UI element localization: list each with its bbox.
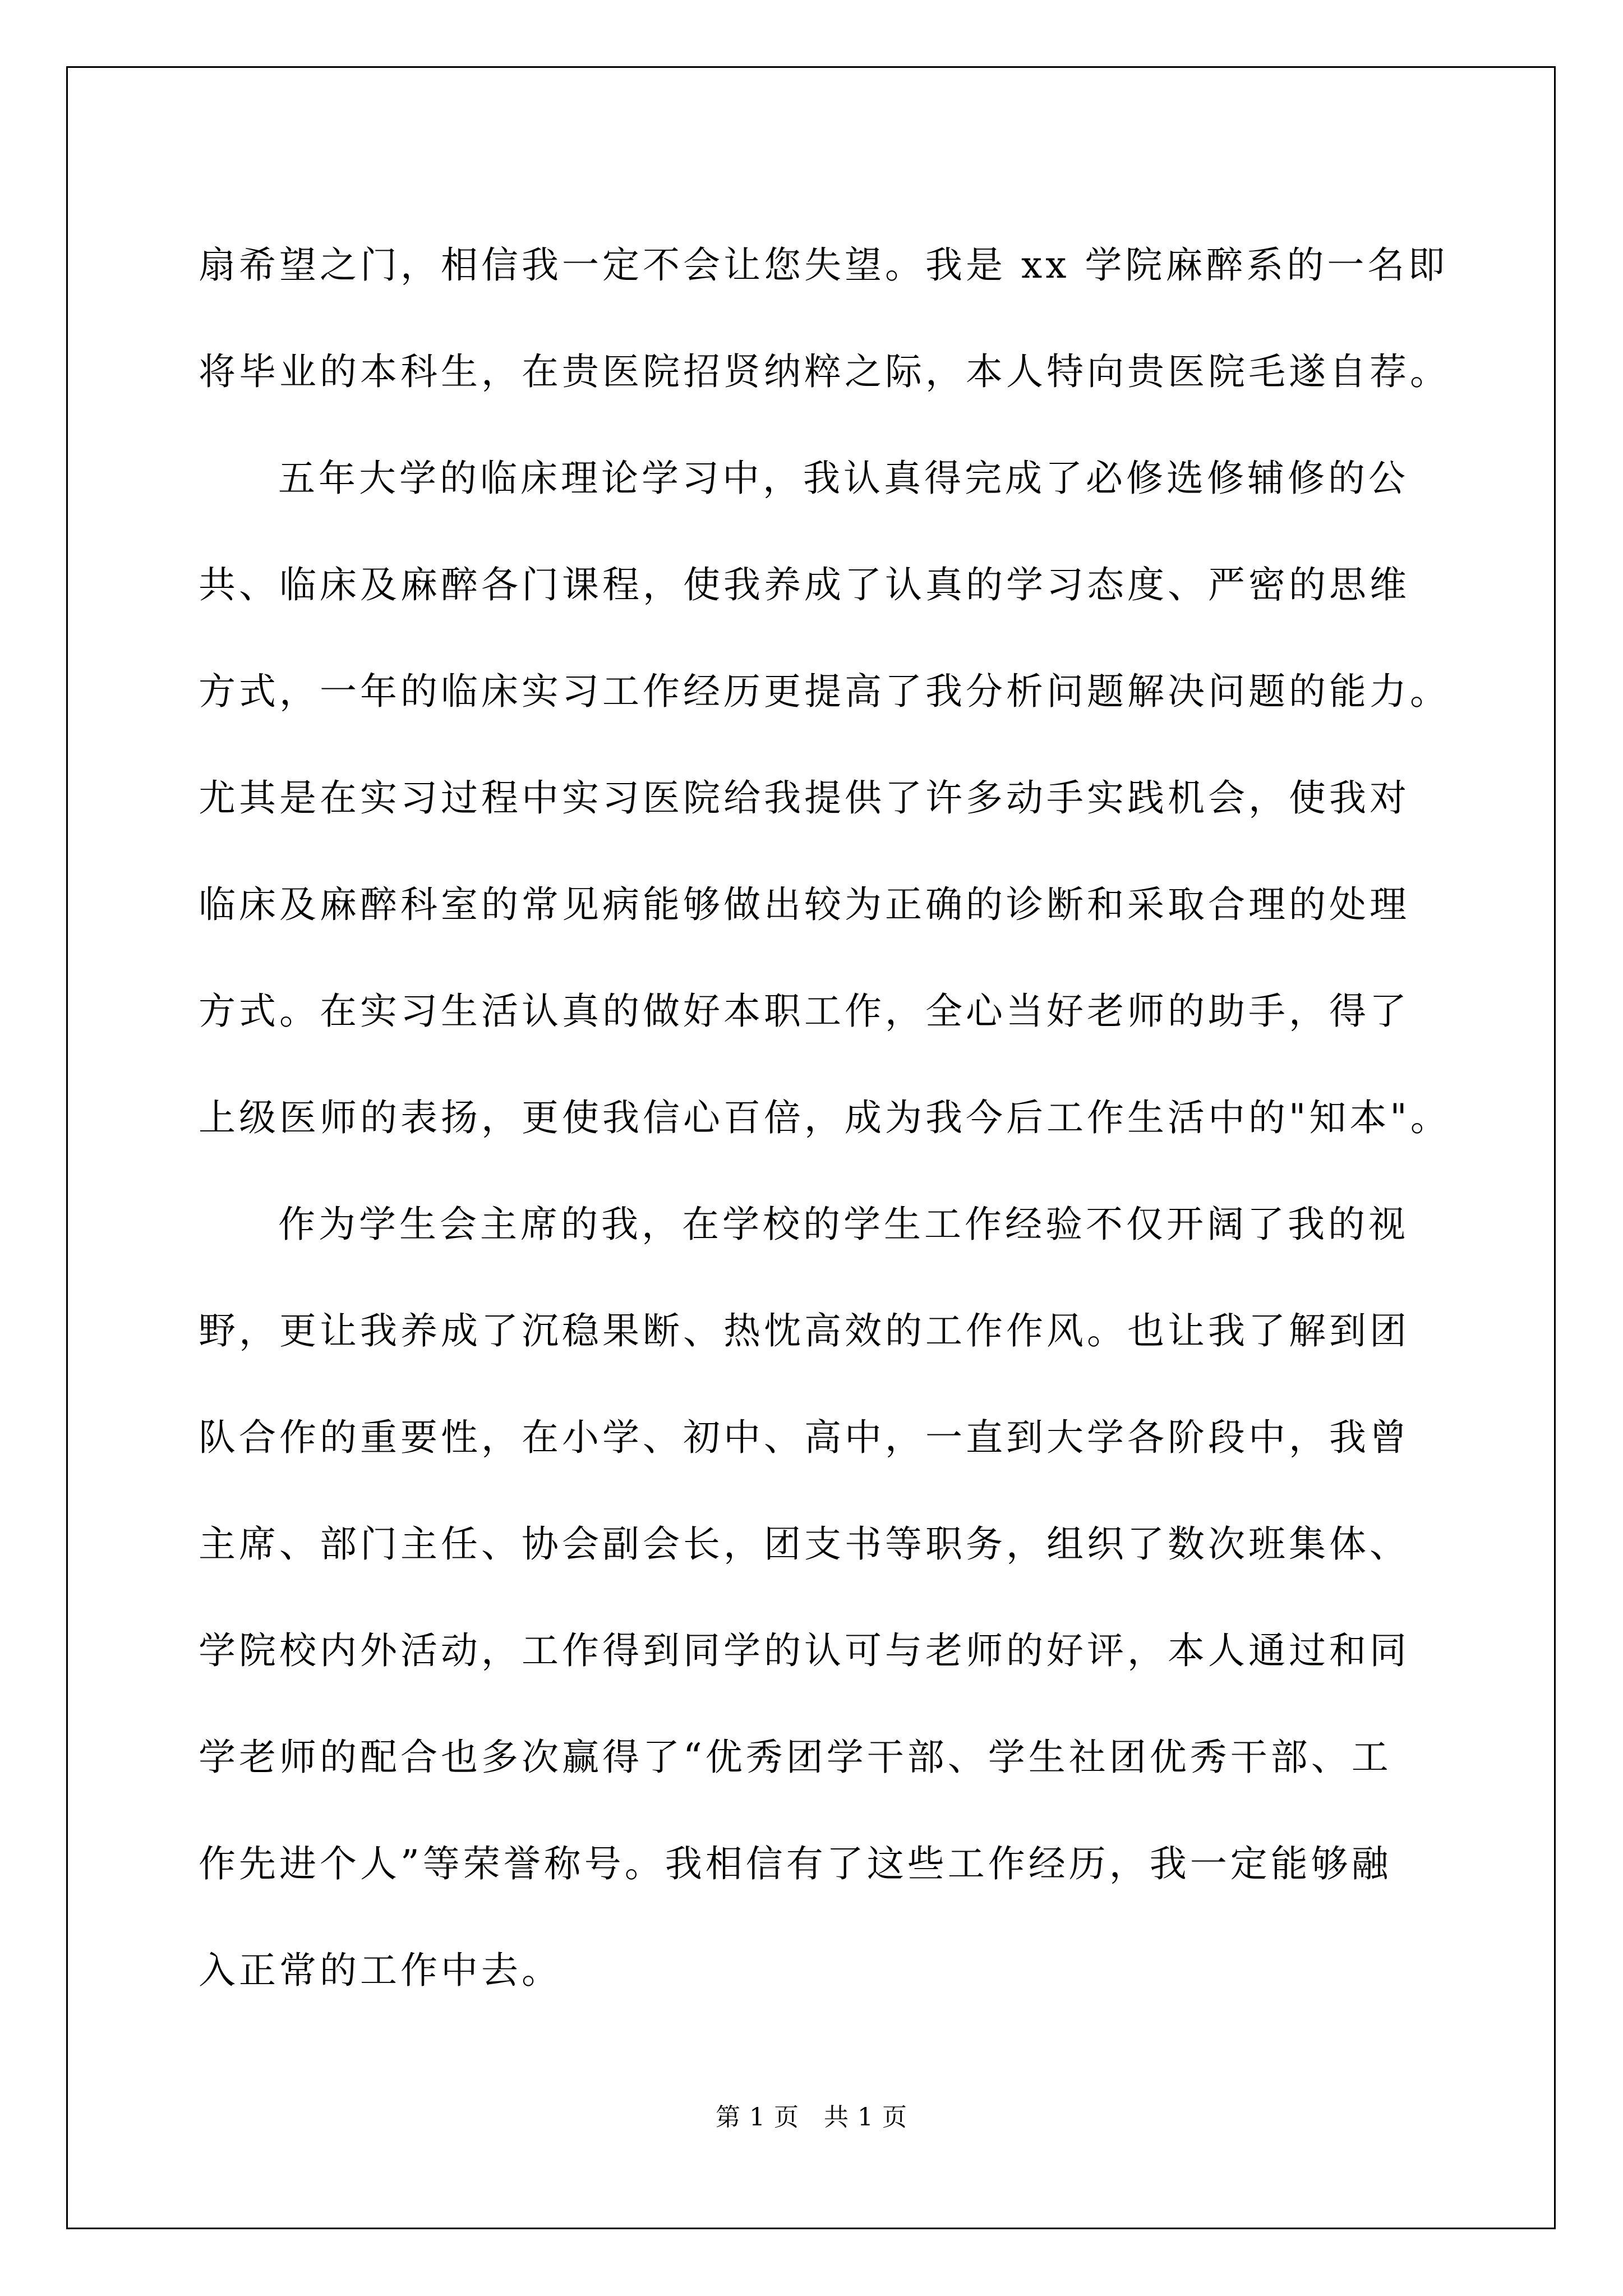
page-total: 共 1 页 [824, 2103, 907, 2132]
text-line: 野，更让我养成了沉稳果断、热忱高效的工作作风。也让我了解到团 [199, 1309, 1410, 1352]
text-line: 尤其是在实习过程中实习医院给我提供了许多动手实践机会，使我对 [199, 776, 1410, 820]
text-line: 队合作的重要性，在小学、初中、高中，一直到大学各阶段中，我曾 [199, 1416, 1410, 1459]
text-line: 扇希望之门，相信我一定不会让您失望。我是 xx 学院麻醉系的一名即 [199, 243, 1449, 287]
text-line: 方式，一年的临床实习工作经历更提高了我分析问题解决问题的能力。 [199, 670, 1450, 713]
text-line: 作为学生会主席的我，在学校的学生工作经验不仅开阔了我的视 [278, 1203, 1409, 1246]
text-line: 主席、部门主任、协会副会长，团支书等职务，组织了数次班集体、 [199, 1522, 1410, 1566]
text-line: 上级医师的表扬，更使我信心百倍，成为我今后工作生活中的"知本"。 [199, 1096, 1451, 1139]
text-line: 五年大学的临床理论学习中，我认真得完成了必修选修辅修的公 [278, 457, 1409, 500]
text-line: 将毕业的本科生，在贵医院招贤纳粹之际，本人特向贵医院毛遂自荐。 [199, 350, 1450, 393]
text-line: 方式。在实习生活认真的做好本职工作，全心当好老师的助手，得了 [199, 990, 1410, 1033]
text-line: 临床及麻醉科室的常见病能够做出较为正确的诊断和采取合理的处理 [199, 883, 1410, 926]
document-body [199, 212, 1451, 2024]
text-line: 学老师的配合也多次赢得了“优秀团学干部、学生社团优秀干部、工 [199, 1736, 1392, 1779]
page-number: 第 1 页 [716, 2103, 799, 2132]
text-line: 入正常的工作中去。 [199, 1949, 562, 1992]
text-line: 学院校内外活动，工作得到同学的认可与老师的好评，本人通过和同 [199, 1629, 1410, 1672]
page-footer [0, 2101, 1623, 2134]
text-line: 作先进个人”等荣誉称号。我相信有了这些工作经历，我一定能够融 [199, 1842, 1392, 1885]
text-line: 共、临床及麻醉各门课程，使我养成了认真的学习态度、严密的思维 [199, 563, 1410, 606]
